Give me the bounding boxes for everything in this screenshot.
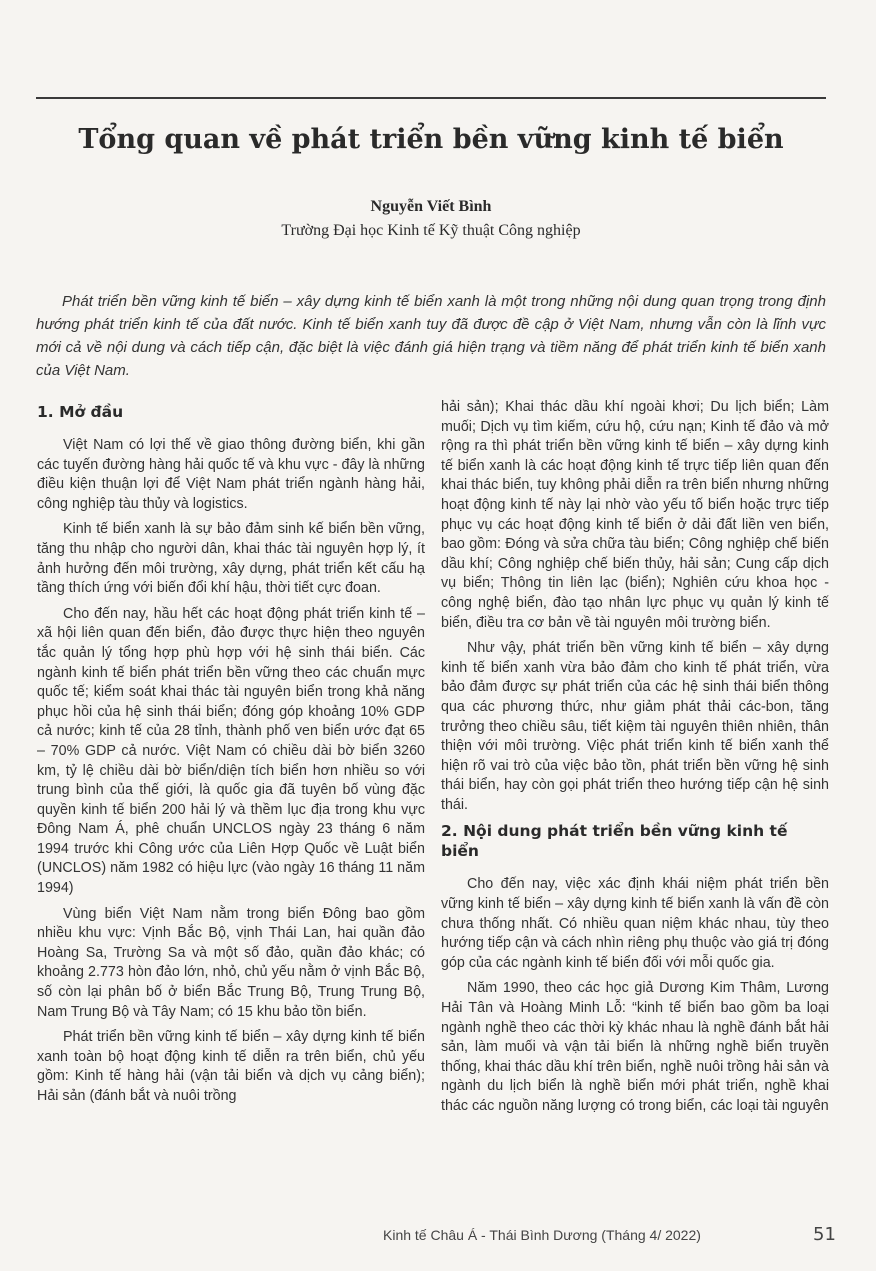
page-number: 51 — [813, 1224, 836, 1245]
paragraph: Năm 1990, theo các học giả Dương Kim Thâm, Lương Hải Tân và Hoàng Minh Lỗ: “kinh tế biển bao gồm ba loại ngành nghề theo các thời kỳ khác nhau là nghề đánh bắt hải sản, làm muối và vận tải biển là những nghề biển truyền thống, khai thác dầu khí trên biển, nghề nuôi trồng hải sản và ngành du lịch biển là nghề biển mới phát triển, nghề khai thác các nguồn năng lượng có trong biển, các loại tài nguyên — [441, 980, 829, 1114]
paragraph-continued: hải sản); Khai thác dầu khí ngoài khơi; Du lịch biển; Làm muối; Dịch vụ tìm kiếm, cứu hộ, cứu nạn; Kinh tế đảo và mở rộng ra thì phát triển bền vững kinh tế biển – xây dựng kinh tế biển xanh là các hoạt động kinh tế trực tiếp liên quan đến khai thác biển, tuy không phải diễn ra trên biển nhưng những hoạt động kinh tế này lại nhờ vào yếu tố biển hoặc trực tiếp phục vụ các hoạt động kinh tế biển ở dải đất liền ven biển, bao gồm: Đóng và sửa chữa tàu biển; Công nghiệp chế biến dầu khí; Công nghiệp chế biến thủy, hải sản; Cung cấp dịch vụ biển; Thông tin liên lạc (biển); Nghiên cứu khoa học - công nghệ biển, đào tạo nhân lực phục vụ quản lý kinh tế biển, điều tra cơ bản về tài nguyên môi trường biển. — [441, 399, 829, 631]
article-title: Tổng quan về phát triển bền vững kinh tế biển — [78, 124, 784, 155]
abstract: Phát triển bền vững kinh tế biển – xây dựng kinh tế biển xanh là một trong những nội dung quan trọng trong định hướng phát triển kinh tế của đất nước. Kinh tế biển xanh tuy đã được đề cập ở Việt Nam, nhưng vẫn còn là lĩnh vực mới cả về nội dung và cách tiếp cận, đặc biệt là việc đánh giá hiện trạng và tiềm năng để phát triển kinh tế biển xanh của Việt Nam. — [36, 293, 826, 379]
paragraph: Cho đến nay, việc xác định khái niệm phát triển bền vững kinh tế biển – xây dựng kinh tế biển xanh là vấn đề còn chưa thống nhất. Có nhiều quan niệm khác nhau, tùy theo hướng tiếp cận và cách nhìn riêng phụ thuộc vào giá trị đóng góp của các ngành kinh tế biển đối với mỗi quốc gia. — [441, 876, 829, 971]
author-affiliation: Trường Đại học Kinh tế Kỹ thuật Công nghiệp — [281, 222, 581, 239]
left-column — [37, 398, 425, 1113]
section-heading-content: 2. Nội dung phát triển bền vững kinh tế biển — [441, 822, 788, 861]
author-name: Nguyễn Viết Bình — [370, 198, 492, 215]
paragraph: Như vậy, phát triển bền vững kinh tế biển – xây dựng kinh tế biển xanh vừa bảo đảm cho kinh tế phát triển, vừa bảo đảm được sự phát triển của các hệ sinh thái biển thông qua các phương thức, như giảm phát thải các-bon, tăng trưởng theo chiều sâu, tiết kiệm tài nguyên thiên nhiên, thân thiện với môi trường. Việc phát triển kinh tế biển xanh thể hiện rõ vai trò của việc bảo tồn, phát triển bền vững hệ sinh thái biển, hay còn gọi phát triển theo hướng tiếp cận hệ sinh thái. — [441, 640, 829, 813]
paragraph: Phát triển bền vững kinh tế biển – xây dựng kinh tế biển xanh toàn bộ hoạt động kinh tế diễn ra trên biển, chủ yếu gồm: Kinh tế hàng hải (vận tải biển và dịch vụ cảng biển); Hải sản (đánh bắt và nuôi trồng — [37, 1029, 425, 1104]
right-column — [441, 398, 829, 1123]
paragraph: Kinh tế biển xanh là sự bảo đảm sinh kế biển bền vững, tăng thu nhập cho người dân, khai thác tài nguyên hợp lý, ít ảnh hưởng đến môi trường, xây dựng, phát triển kết cấu hạ tầng thích ứng với biến đổi khí hậu, thời tiết cực đoan. — [37, 521, 425, 597]
paragraph: Cho đến nay, hầu hết các hoạt động phát triển kinh tế – xã hội liên quan đến biển, đảo được thực hiện theo nguyên tắc quản lý tổng hợp phù hợp với hệ sinh thái biển. Các ngành kinh tế biển phát triển bền vững theo các chuẩn mực quốc tế; kiểm soát khai thác tài nguyên biển trong khả năng phục hồi của hệ sinh thái biển; đóng góp khoảng 10% GDP cả nước; kinh tế của 28 tỉnh, thành phố ven biển ước đạt 65 – 70% GDP cả nước. Việt Nam có chiều dài bờ biển 3260 km, tỷ lệ chiều dài bờ biển/diện tích biển hơn nhiều so với trung bình của thế giới, là quốc gia đã tuyên bố vùng đặc quyền kinh tế biển 200 hải lý và thềm lục địa trong khu vực Đông Nam Á, phê chuẩn UNCLOS ngày 23 tháng 6 năm 1994 trước khi Công ước của Liên Hợp Quốc về Luật biển (UNCLOS) năm 1982 có hiệu lực (vào ngày 16 tháng 11 năm 1994) — [37, 605, 425, 897]
paragraph: Việt Nam có lợi thế về giao thông đường biển, khi gần các tuyến đường hàng hải quốc tế và khu vực - đây là những điều kiện thuận lợi để Việt Nam phát triển ngành hàng hải, công nghiệp tàu thủy và logistics. — [37, 437, 425, 512]
section-heading-intro: 1. Mở đầu — [37, 403, 124, 421]
footer-journal: Kinh tế Châu Á - Thái Bình Dương (Tháng 4/ 2022) — [383, 1227, 701, 1243]
paragraph: Vùng biển Việt Nam nằm trong biển Đông bao gồm nhiều khu vực: Vịnh Bắc Bộ, vịnh Thái Lan, hai quần đảo Hoàng Sa, Trường Sa và một số đảo, quần đảo khác; có khoảng 2.773 hòn đảo lớn, nhỏ, chủ yếu nằm ở vịnh Bắc Bộ, số còn lại phân bố ở biển Bắc Trung Bộ, Trung Trung Bộ, Nam Trung Bộ và Tây Nam; có 15 khu bảo tồn biển. — [37, 905, 425, 1020]
top-rule — [36, 97, 826, 99]
